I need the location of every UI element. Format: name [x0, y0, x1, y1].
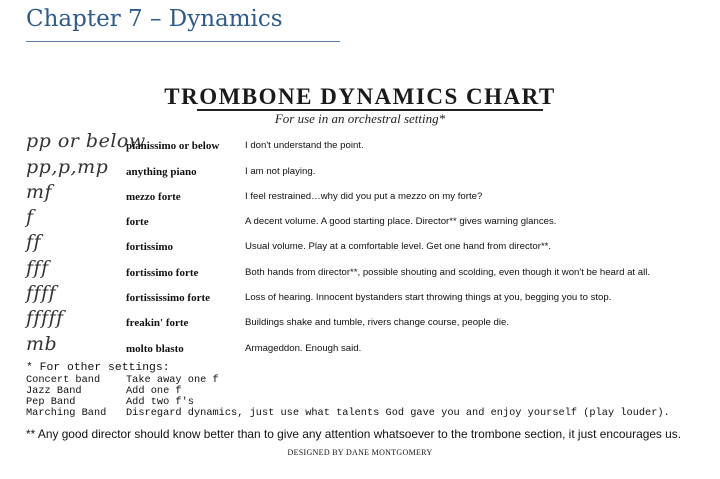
dynamic-term: fortississimo forte: [126, 292, 211, 304]
dynamic-meaning: Loss of hearing. Innocent bystanders start throwing things at you, begging you to stop.: [245, 292, 612, 303]
setting-text: Add two f's: [126, 396, 194, 408]
dynamic-term: forte: [126, 216, 149, 228]
chapter-title-underline: [26, 41, 340, 42]
setting-item: [26, 396, 194, 408]
dynamic-symbol: ff: [26, 231, 42, 253]
dynamic-symbol: pp,p,mp: [26, 156, 109, 178]
dynamic-term: fortissimo: [126, 241, 174, 253]
dynamic-symbol: ffff: [26, 282, 57, 304]
setting-text: Add one f: [126, 385, 182, 397]
dynamic-meaning: Usual volume. Play at a comfortable level. Get one hand from director**.: [245, 241, 552, 252]
setting-item: [26, 407, 670, 419]
setting-item: [26, 385, 182, 397]
dynamic-meaning: Both hands from director**, possible shouting and scolding, even though it won't be heard at all.: [245, 267, 651, 278]
dynamic-term: pianissimo or below: [126, 140, 220, 152]
setting-text: Disregard dynamics, just use what talents God gave you and enjoy yourself (play louder).: [126, 407, 670, 419]
dynamic-symbol: fff: [26, 257, 49, 279]
dynamic-meaning: I feel restrained…why did you put a mezzo on my forte?: [245, 191, 483, 202]
setting-label: Concert band: [26, 374, 101, 386]
dynamic-term: molto blasto: [126, 343, 184, 355]
setting-label: Jazz Band: [26, 385, 82, 397]
dynamic-meaning: I am not playing.: [245, 166, 316, 177]
setting-item: [26, 374, 219, 386]
dynamic-symbol: pp or below: [26, 130, 146, 152]
dynamic-term: anything piano: [126, 166, 197, 178]
other-settings-heading: * For other settings:: [26, 362, 170, 374]
dynamic-meaning: Buildings shake and tumble, rivers change course, people die.: [245, 317, 509, 328]
dynamic-meaning: I don't understand the point.: [245, 140, 364, 151]
chart-subtitle: For use in an orchestral setting*: [274, 111, 446, 126]
dynamic-symbol: fffff: [26, 307, 64, 329]
dynamic-symbol: f: [26, 206, 34, 228]
setting-text: Take away one f: [126, 374, 219, 386]
setting-label: Marching Band: [26, 407, 107, 419]
chart-title: TROMBONE DYNAMICS CHART: [164, 84, 556, 109]
dynamic-term: mezzo forte: [126, 191, 181, 203]
dynamic-term: freakin' forte: [126, 317, 189, 329]
designer-credit: DESIGNED BY DANE MONTGOMERY: [287, 448, 433, 457]
dynamic-meaning: Armageddon. Enough said.: [245, 343, 362, 354]
setting-label: Pep Band: [26, 396, 76, 408]
chapter-title: Chapter 7 – Dynamics: [26, 6, 283, 32]
dynamic-symbol: mf: [26, 181, 53, 203]
dynamic-term: fortissimo forte: [126, 267, 199, 279]
dynamic-meaning: A decent volume. A good starting place. Director** gives warning glances.: [245, 216, 557, 227]
dynamic-symbol: mb: [26, 333, 58, 355]
footnote: ** Any good director should know better than to give any attention whatsoever to the trombone section, it just encourages us.: [26, 427, 682, 441]
other-settings: [26, 362, 670, 419]
